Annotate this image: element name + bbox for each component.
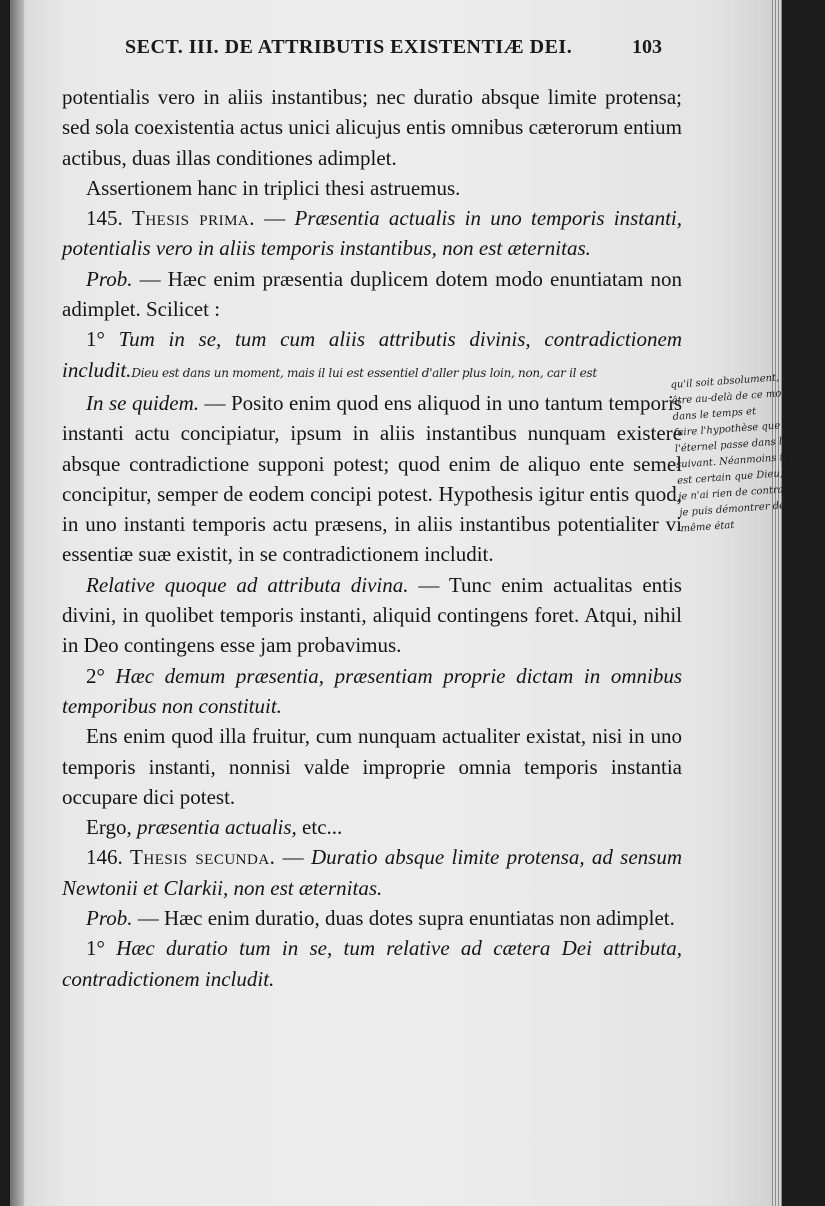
running-header: SECT. III. DE ATTRIBUTIS EXISTENTIÆ DEI.: [125, 36, 573, 58]
thesis-statement: Duratio absque limite protensa, ad sensum Newtonii et Clarkii, non est æternitas.: [62, 845, 682, 900]
ergo-etc: etc...: [296, 815, 343, 840]
in-se-heading: In se quidem.: [86, 390, 200, 415]
thesis-statement: Præsentia actualis in uno temporis instanti, potentialis vero in aliis temporis instantibus, non est æternitas.: [62, 206, 683, 261]
proof-paragraph: [62, 264, 682, 325]
page-body: [62, 82, 682, 994]
thesis-number: 146.: [86, 845, 123, 870]
margin-note-line: être au-delà de ce moment: [671, 386, 808, 407]
margin-note-line: je n'ai rien de contraire: [677, 483, 798, 503]
point-statement: Hæc duratio tum in se, tum relative ad cætera Dei attributa, contradictionem includit.: [62, 936, 682, 991]
relative-heading: Relative quoque ad attributa divina.: [86, 572, 409, 597]
point-1: [62, 324, 682, 388]
in-se-text: — Posito enim quod ens aliquod in uno tantum temporis instanti actu concipiatur, ipsum in aliis instantibus nunquam existere absque contradictione supponi potest; quod enim de aliquo ente semel concipitur, semper de eodem concipi potest. Hypothesis igitur entis quod, in uno instanti temporis actu præsens, in aliis instantibus potentialiter vi essentiæ suæ existit, in se contradictionem includit.: [62, 390, 682, 567]
point-statement: Tum in se, tum cum aliis attributis divinis, contradictionem includit.: [62, 327, 683, 382]
thesis-145: [62, 203, 682, 264]
proof-text: — Hæc enim duratio, duas dotes supra enuntiatas non adimplet.: [132, 906, 675, 931]
proof-label: Prob.: [86, 906, 133, 931]
page-edge-stack: [772, 0, 782, 1206]
point-2: [62, 661, 682, 722]
margin-note-line: suivant. Néanmoins il: [675, 452, 787, 471]
thesis-146: [62, 842, 682, 903]
thesis-label: Thesis secunda.: [130, 845, 276, 870]
ergo-paragraph: [62, 812, 682, 842]
paragraph-assertion: Assertionem hanc in triplici thesi astruemus.: [86, 175, 461, 200]
margin-note-line: est certain que Dieu,: [676, 468, 784, 487]
relative-paragraph: [62, 570, 682, 661]
margin-note-line: l'éternel passe dans le: [674, 435, 789, 455]
point-1-second: [62, 933, 682, 994]
ergo-italic: præsentia actualis,: [136, 815, 297, 840]
margin-note-line: même état: [680, 519, 735, 535]
handwritten-margin-note: [670, 369, 816, 537]
ergo-text: Ergo,: [86, 815, 137, 840]
point-statement: Hæc demum præsentia, præsentiam proprie dictam in omnibus temporibus non constituit.: [62, 663, 682, 718]
handwritten-annotation: Dieu est dans un moment, mais il lui est essentiel d'aller plus loin, non, car il est: [131, 365, 597, 380]
thesis-number: 145.: [86, 206, 123, 231]
proof-paragraph-2: [62, 903, 682, 933]
margin-note-line: je puis démontrer de: [679, 500, 786, 519]
margin-note-line: faire l'hypothèse que: [673, 420, 781, 439]
page-number: 103: [632, 36, 662, 58]
proof-label: Prob.: [86, 266, 133, 291]
proof-text: — Hæc enim præsentia duplicem dotem modo enuntiatam non adimplet. Scilicet :: [62, 266, 682, 322]
thesis-dash: —: [255, 206, 295, 231]
page-gutter-shadow: [10, 0, 24, 1206]
thesis-dash: —: [275, 845, 311, 870]
thesis-label: Thesis prima.: [132, 206, 256, 231]
relative-text: — Tunc enim actualitas entis divini, in quolibet temporis instanti, aliquid contingens foret. Atqui, nihil in Deo contingens esse jam probavimus.: [62, 572, 682, 658]
book-page: [10, 0, 816, 1206]
margin-note-line: dans le temps et: [672, 406, 757, 423]
point-number: 1°: [86, 936, 117, 961]
ens-paragraph: Ens enim quod illa fruitur, cum nunquam actualiter existat, nisi in uno temporis instanti, nonnisi valde improprie omnia temporis instantia occupare dici potest.: [62, 724, 682, 809]
paragraph-continuation: potentialis vero in aliis instantibus; nec duratio absque limite protensa; sed sola coexistentia actus unici alicujus entis omnibus cæterorum entium actibus, duas illas conditiones adimplet.: [62, 85, 682, 170]
in-se-paragraph: [62, 388, 682, 570]
margin-note-line: qu'il soit absolument, il peut: [670, 369, 816, 391]
point-number: 2°: [86, 663, 116, 688]
point-number: 1°: [86, 327, 119, 352]
